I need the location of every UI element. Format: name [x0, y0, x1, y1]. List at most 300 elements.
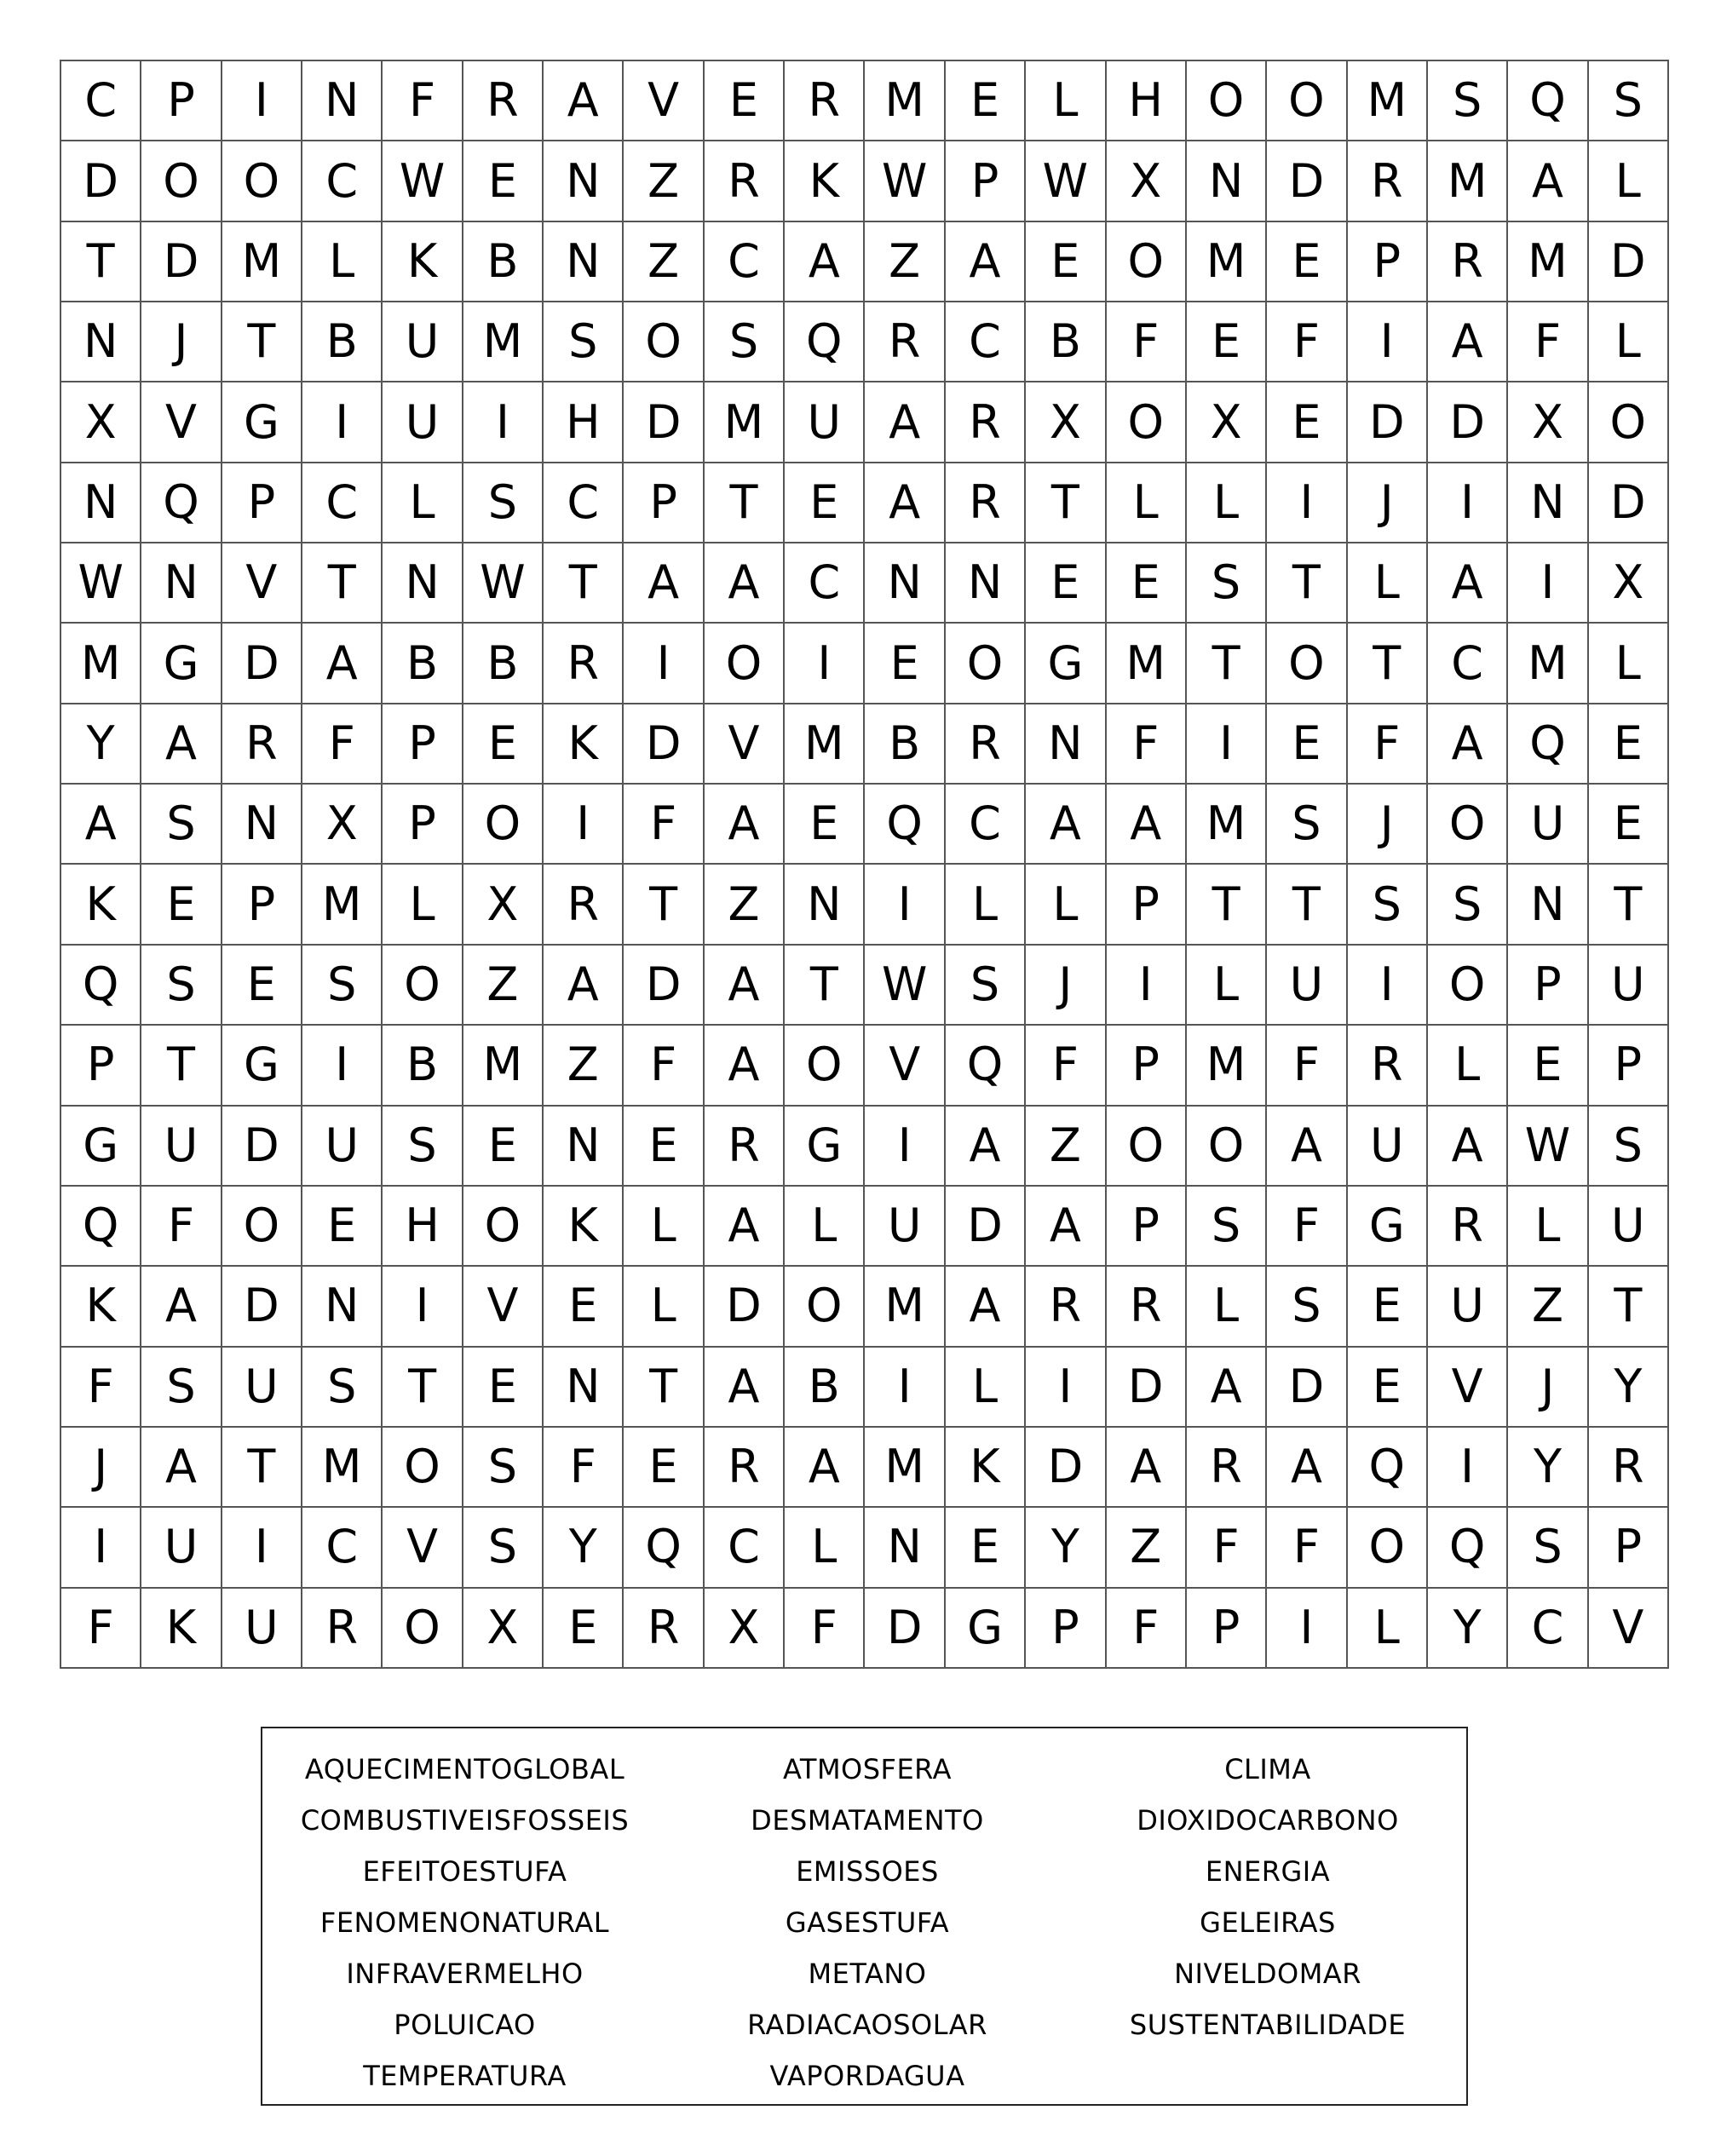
- grid-cell[interactable]: I: [865, 1348, 945, 1428]
- grid-cell[interactable]: C: [1508, 1589, 1588, 1669]
- grid-cell[interactable]: I: [865, 1107, 945, 1187]
- grid-cell[interactable]: A: [544, 61, 624, 141]
- grid-cell[interactable]: G: [1348, 1187, 1428, 1267]
- grid-cell[interactable]: C: [785, 543, 865, 624]
- grid-cell[interactable]: A: [946, 1107, 1026, 1187]
- grid-cell[interactable]: J: [1348, 463, 1428, 543]
- grid-cell[interactable]: N: [1187, 141, 1267, 221]
- grid-cell[interactable]: R: [865, 302, 945, 382]
- grid-cell[interactable]: S: [1267, 1267, 1347, 1347]
- grid-cell[interactable]: O: [705, 624, 785, 704]
- grid-cell[interactable]: Z: [624, 222, 704, 302]
- grid-cell[interactable]: A: [61, 785, 141, 865]
- grid-cell[interactable]: D: [222, 624, 302, 704]
- grid-cell[interactable]: G: [222, 382, 302, 463]
- grid-cell[interactable]: E: [1348, 1348, 1428, 1428]
- grid-cell[interactable]: J: [1508, 1348, 1588, 1428]
- grid-cell[interactable]: A: [141, 1428, 222, 1508]
- grid-cell[interactable]: T: [1348, 624, 1428, 704]
- grid-cell[interactable]: P: [1508, 946, 1588, 1026]
- grid-cell[interactable]: D: [1428, 382, 1508, 463]
- grid-cell[interactable]: O: [383, 1428, 463, 1508]
- grid-cell[interactable]: A: [865, 382, 945, 463]
- grid-cell[interactable]: I: [1428, 1428, 1508, 1508]
- grid-cell[interactable]: R: [624, 1589, 704, 1669]
- grid-cell[interactable]: K: [544, 1187, 624, 1267]
- grid-cell[interactable]: U: [1348, 1107, 1428, 1187]
- grid-cell[interactable]: S: [1508, 1508, 1588, 1588]
- grid-cell[interactable]: P: [222, 865, 302, 945]
- grid-cell[interactable]: A: [705, 543, 785, 624]
- grid-cell[interactable]: N: [1508, 865, 1588, 945]
- grid-cell[interactable]: L: [1589, 141, 1669, 221]
- grid-cell[interactable]: E: [1026, 543, 1106, 624]
- grid-cell[interactable]: C: [946, 785, 1026, 865]
- grid-cell[interactable]: C: [302, 1508, 383, 1588]
- grid-cell[interactable]: Z: [1508, 1267, 1588, 1347]
- grid-cell[interactable]: L: [1107, 463, 1187, 543]
- grid-cell[interactable]: C: [544, 463, 624, 543]
- grid-cell[interactable]: M: [1348, 61, 1428, 141]
- grid-cell[interactable]: A: [1267, 1107, 1347, 1187]
- grid-cell[interactable]: A: [1508, 141, 1588, 221]
- grid-cell[interactable]: N: [946, 543, 1026, 624]
- grid-cell[interactable]: D: [1107, 1348, 1187, 1428]
- grid-cell[interactable]: A: [1187, 1348, 1267, 1428]
- grid-cell[interactable]: A: [865, 463, 945, 543]
- grid-cell[interactable]: D: [141, 222, 222, 302]
- grid-cell[interactable]: Y: [61, 704, 141, 785]
- grid-cell[interactable]: F: [624, 1026, 704, 1106]
- grid-cell[interactable]: U: [222, 1589, 302, 1669]
- grid-cell[interactable]: O: [1187, 1107, 1267, 1187]
- grid-cell[interactable]: A: [1107, 785, 1187, 865]
- grid-cell[interactable]: R: [705, 1107, 785, 1187]
- grid-cell[interactable]: M: [1187, 785, 1267, 865]
- grid-cell[interactable]: E: [1187, 302, 1267, 382]
- grid-cell[interactable]: D: [946, 1187, 1026, 1267]
- grid-cell[interactable]: S: [1267, 785, 1347, 865]
- grid-cell[interactable]: R: [946, 382, 1026, 463]
- grid-cell[interactable]: Y: [1589, 1348, 1669, 1428]
- grid-cell[interactable]: E: [1589, 704, 1669, 785]
- grid-cell[interactable]: A: [141, 704, 222, 785]
- grid-cell[interactable]: A: [1026, 1187, 1106, 1267]
- grid-cell[interactable]: D: [222, 1107, 302, 1187]
- grid-cell[interactable]: L: [946, 1348, 1026, 1428]
- grid-cell[interactable]: U: [1267, 946, 1347, 1026]
- grid-cell[interactable]: W: [865, 946, 945, 1026]
- grid-cell[interactable]: R: [946, 463, 1026, 543]
- grid-cell[interactable]: N: [865, 1508, 945, 1588]
- grid-cell[interactable]: S: [302, 946, 383, 1026]
- grid-cell[interactable]: S: [1428, 61, 1508, 141]
- grid-cell[interactable]: I: [1267, 1589, 1347, 1669]
- grid-cell[interactable]: I: [302, 1026, 383, 1106]
- grid-cell[interactable]: T: [785, 946, 865, 1026]
- grid-cell[interactable]: I: [302, 382, 383, 463]
- grid-cell[interactable]: M: [61, 624, 141, 704]
- grid-cell[interactable]: M: [463, 1026, 544, 1106]
- grid-cell[interactable]: A: [1428, 704, 1508, 785]
- grid-cell[interactable]: S: [463, 463, 544, 543]
- grid-cell[interactable]: J: [1026, 946, 1106, 1026]
- grid-cell[interactable]: I: [383, 1267, 463, 1347]
- grid-cell[interactable]: F: [141, 1187, 222, 1267]
- grid-cell[interactable]: T: [383, 1348, 463, 1428]
- grid-cell[interactable]: W: [1026, 141, 1106, 221]
- grid-cell[interactable]: O: [222, 1187, 302, 1267]
- grid-cell[interactable]: A: [785, 1428, 865, 1508]
- grid-cell[interactable]: D: [1026, 1428, 1106, 1508]
- grid-cell[interactable]: I: [222, 61, 302, 141]
- grid-cell[interactable]: R: [222, 704, 302, 785]
- grid-cell[interactable]: L: [1187, 463, 1267, 543]
- grid-cell[interactable]: G: [1026, 624, 1106, 704]
- grid-cell[interactable]: T: [1187, 865, 1267, 945]
- grid-cell[interactable]: O: [463, 1187, 544, 1267]
- grid-cell[interactable]: I: [785, 624, 865, 704]
- grid-cell[interactable]: B: [865, 704, 945, 785]
- grid-cell[interactable]: F: [1107, 1589, 1187, 1669]
- grid-cell[interactable]: H: [1107, 61, 1187, 141]
- grid-cell[interactable]: S: [141, 946, 222, 1026]
- grid-cell[interactable]: V: [141, 382, 222, 463]
- grid-cell[interactable]: B: [383, 1026, 463, 1106]
- grid-cell[interactable]: N: [222, 785, 302, 865]
- grid-cell[interactable]: R: [1428, 1187, 1508, 1267]
- grid-cell[interactable]: U: [1428, 1267, 1508, 1347]
- grid-cell[interactable]: X: [1107, 141, 1187, 221]
- grid-cell[interactable]: P: [141, 61, 222, 141]
- grid-cell[interactable]: S: [946, 946, 1026, 1026]
- grid-cell[interactable]: U: [865, 1187, 945, 1267]
- grid-cell[interactable]: O: [1107, 222, 1187, 302]
- grid-cell[interactable]: N: [544, 141, 624, 221]
- grid-cell[interactable]: R: [1187, 1428, 1267, 1508]
- grid-cell[interactable]: Q: [865, 785, 945, 865]
- grid-cell[interactable]: F: [61, 1589, 141, 1669]
- grid-cell[interactable]: A: [946, 222, 1026, 302]
- grid-cell[interactable]: N: [302, 1267, 383, 1347]
- grid-cell[interactable]: F: [1348, 704, 1428, 785]
- grid-cell[interactable]: E: [1348, 1267, 1428, 1347]
- grid-cell[interactable]: P: [1107, 865, 1187, 945]
- grid-cell[interactable]: O: [1267, 624, 1347, 704]
- grid-cell[interactable]: T: [141, 1026, 222, 1106]
- grid-cell[interactable]: Y: [1026, 1508, 1106, 1588]
- grid-cell[interactable]: U: [302, 1107, 383, 1187]
- grid-cell[interactable]: T: [222, 302, 302, 382]
- grid-cell[interactable]: F: [383, 61, 463, 141]
- grid-cell[interactable]: Y: [1508, 1428, 1588, 1508]
- grid-cell[interactable]: Q: [946, 1026, 1026, 1106]
- grid-cell[interactable]: A: [705, 946, 785, 1026]
- grid-cell[interactable]: Y: [544, 1508, 624, 1588]
- grid-cell[interactable]: S: [1187, 1187, 1267, 1267]
- grid-cell[interactable]: R: [785, 61, 865, 141]
- grid-cell[interactable]: Q: [141, 463, 222, 543]
- grid-cell[interactable]: M: [865, 61, 945, 141]
- grid-cell[interactable]: M: [1187, 1026, 1267, 1106]
- grid-cell[interactable]: I: [865, 865, 945, 945]
- grid-cell[interactable]: E: [141, 865, 222, 945]
- grid-cell[interactable]: I: [61, 1508, 141, 1588]
- grid-cell[interactable]: F: [1267, 302, 1347, 382]
- grid-cell[interactable]: A: [1107, 1428, 1187, 1508]
- grid-cell[interactable]: L: [1589, 624, 1669, 704]
- grid-cell[interactable]: P: [624, 463, 704, 543]
- grid-cell[interactable]: O: [946, 624, 1026, 704]
- grid-cell[interactable]: I: [1267, 463, 1347, 543]
- grid-cell[interactable]: V: [865, 1026, 945, 1106]
- grid-cell[interactable]: O: [1267, 61, 1347, 141]
- grid-cell[interactable]: L: [302, 222, 383, 302]
- grid-cell[interactable]: D: [1267, 141, 1347, 221]
- grid-cell[interactable]: A: [705, 785, 785, 865]
- grid-cell[interactable]: O: [785, 1267, 865, 1347]
- grid-cell[interactable]: D: [705, 1267, 785, 1347]
- grid-cell[interactable]: Q: [1428, 1508, 1508, 1588]
- grid-cell[interactable]: P: [1589, 1026, 1669, 1106]
- grid-cell[interactable]: M: [463, 302, 544, 382]
- grid-cell[interactable]: Z: [1026, 1107, 1106, 1187]
- grid-cell[interactable]: L: [785, 1187, 865, 1267]
- grid-cell[interactable]: E: [463, 1107, 544, 1187]
- grid-cell[interactable]: M: [865, 1428, 945, 1508]
- grid-cell[interactable]: U: [1589, 946, 1669, 1026]
- grid-cell[interactable]: N: [785, 865, 865, 945]
- grid-cell[interactable]: N: [61, 463, 141, 543]
- grid-cell[interactable]: D: [1348, 382, 1428, 463]
- grid-cell[interactable]: E: [1267, 704, 1347, 785]
- grid-cell[interactable]: Z: [1107, 1508, 1187, 1588]
- grid-cell[interactable]: C: [705, 222, 785, 302]
- grid-cell[interactable]: S: [1187, 543, 1267, 624]
- grid-cell[interactable]: R: [1589, 1428, 1669, 1508]
- grid-cell[interactable]: S: [1348, 865, 1428, 945]
- grid-cell[interactable]: C: [705, 1508, 785, 1588]
- grid-cell[interactable]: L: [1508, 1187, 1588, 1267]
- grid-cell[interactable]: Z: [463, 946, 544, 1026]
- grid-cell[interactable]: P: [383, 704, 463, 785]
- grid-cell[interactable]: B: [1026, 302, 1106, 382]
- grid-cell[interactable]: D: [222, 1267, 302, 1347]
- grid-cell[interactable]: A: [1267, 1428, 1347, 1508]
- grid-cell[interactable]: W: [1508, 1107, 1588, 1187]
- grid-cell[interactable]: P: [383, 785, 463, 865]
- grid-cell[interactable]: U: [141, 1107, 222, 1187]
- grid-cell[interactable]: G: [946, 1589, 1026, 1669]
- grid-cell[interactable]: S: [1589, 1107, 1669, 1187]
- grid-cell[interactable]: R: [1428, 222, 1508, 302]
- grid-cell[interactable]: V: [1428, 1348, 1508, 1428]
- grid-cell[interactable]: R: [1107, 1267, 1187, 1347]
- grid-cell[interactable]: B: [463, 222, 544, 302]
- grid-cell[interactable]: L: [1187, 946, 1267, 1026]
- grid-cell[interactable]: P: [61, 1026, 141, 1106]
- grid-cell[interactable]: I: [1348, 302, 1428, 382]
- grid-cell[interactable]: I: [1107, 946, 1187, 1026]
- grid-cell[interactable]: K: [544, 704, 624, 785]
- grid-cell[interactable]: A: [705, 1187, 785, 1267]
- grid-cell[interactable]: D: [624, 704, 704, 785]
- grid-cell[interactable]: I: [1348, 946, 1428, 1026]
- grid-cell[interactable]: X: [1187, 382, 1267, 463]
- grid-cell[interactable]: E: [222, 946, 302, 1026]
- grid-cell[interactable]: R: [1348, 141, 1428, 221]
- grid-cell[interactable]: L: [624, 1187, 704, 1267]
- grid-cell[interactable]: E: [463, 1348, 544, 1428]
- grid-cell[interactable]: R: [705, 141, 785, 221]
- grid-cell[interactable]: K: [383, 222, 463, 302]
- grid-cell[interactable]: O: [383, 946, 463, 1026]
- grid-cell[interactable]: O: [624, 302, 704, 382]
- grid-cell[interactable]: X: [1026, 382, 1106, 463]
- grid-cell[interactable]: S: [141, 785, 222, 865]
- grid-cell[interactable]: V: [705, 704, 785, 785]
- grid-cell[interactable]: O: [141, 141, 222, 221]
- grid-cell[interactable]: N: [1026, 704, 1106, 785]
- grid-cell[interactable]: E: [1508, 1026, 1588, 1106]
- grid-cell[interactable]: T: [1267, 543, 1347, 624]
- grid-cell[interactable]: I: [1187, 704, 1267, 785]
- grid-cell[interactable]: O: [222, 141, 302, 221]
- grid-cell[interactable]: J: [61, 1428, 141, 1508]
- grid-cell[interactable]: E: [302, 1187, 383, 1267]
- grid-cell[interactable]: F: [1267, 1187, 1347, 1267]
- grid-cell[interactable]: V: [383, 1508, 463, 1588]
- grid-cell[interactable]: J: [141, 302, 222, 382]
- grid-cell[interactable]: Z: [624, 141, 704, 221]
- grid-cell[interactable]: A: [302, 624, 383, 704]
- grid-cell[interactable]: E: [1267, 382, 1347, 463]
- grid-cell[interactable]: L: [1348, 1589, 1428, 1669]
- grid-cell[interactable]: S: [705, 302, 785, 382]
- grid-cell[interactable]: T: [624, 865, 704, 945]
- grid-cell[interactable]: D: [1589, 222, 1669, 302]
- grid-cell[interactable]: E: [1026, 222, 1106, 302]
- grid-cell[interactable]: T: [302, 543, 383, 624]
- grid-cell[interactable]: R: [1348, 1026, 1428, 1106]
- grid-cell[interactable]: L: [624, 1267, 704, 1347]
- grid-cell[interactable]: B: [383, 624, 463, 704]
- grid-cell[interactable]: T: [1267, 865, 1347, 945]
- grid-cell[interactable]: Q: [1508, 704, 1588, 785]
- grid-cell[interactable]: G: [222, 1026, 302, 1106]
- grid-cell[interactable]: L: [1026, 865, 1106, 945]
- grid-cell[interactable]: P: [1348, 222, 1428, 302]
- grid-cell[interactable]: V: [624, 61, 704, 141]
- grid-cell[interactable]: S: [302, 1348, 383, 1428]
- grid-cell[interactable]: W: [463, 543, 544, 624]
- grid-cell[interactable]: H: [544, 382, 624, 463]
- grid-cell[interactable]: U: [1508, 785, 1588, 865]
- grid-cell[interactable]: N: [141, 543, 222, 624]
- grid-cell[interactable]: X: [61, 382, 141, 463]
- grid-cell[interactable]: I: [222, 1508, 302, 1588]
- grid-cell[interactable]: R: [705, 1428, 785, 1508]
- grid-cell[interactable]: P: [1187, 1589, 1267, 1669]
- grid-cell[interactable]: S: [463, 1508, 544, 1588]
- grid-cell[interactable]: K: [785, 141, 865, 221]
- grid-cell[interactable]: N: [383, 543, 463, 624]
- grid-cell[interactable]: O: [1428, 785, 1508, 865]
- grid-cell[interactable]: O: [785, 1026, 865, 1106]
- grid-cell[interactable]: W: [61, 543, 141, 624]
- grid-cell[interactable]: C: [61, 61, 141, 141]
- grid-cell[interactable]: E: [624, 1428, 704, 1508]
- grid-cell[interactable]: I: [1026, 1348, 1106, 1428]
- grid-cell[interactable]: O: [1187, 61, 1267, 141]
- grid-cell[interactable]: S: [1428, 865, 1508, 945]
- grid-cell[interactable]: X: [302, 785, 383, 865]
- grid-cell[interactable]: O: [1107, 1107, 1187, 1187]
- grid-cell[interactable]: P: [222, 463, 302, 543]
- grid-cell[interactable]: T: [1589, 865, 1669, 945]
- grid-cell[interactable]: N: [61, 302, 141, 382]
- grid-cell[interactable]: K: [61, 1267, 141, 1347]
- grid-cell[interactable]: F: [544, 1428, 624, 1508]
- grid-cell[interactable]: C: [946, 302, 1026, 382]
- grid-cell[interactable]: Q: [61, 1187, 141, 1267]
- grid-cell[interactable]: O: [463, 785, 544, 865]
- grid-cell[interactable]: W: [865, 141, 945, 221]
- grid-cell[interactable]: M: [1107, 624, 1187, 704]
- grid-cell[interactable]: X: [705, 1589, 785, 1669]
- grid-cell[interactable]: L: [1026, 61, 1106, 141]
- grid-cell[interactable]: F: [785, 1589, 865, 1669]
- grid-cell[interactable]: X: [1508, 382, 1588, 463]
- grid-cell[interactable]: A: [946, 1267, 1026, 1347]
- grid-cell[interactable]: P: [1589, 1508, 1669, 1588]
- grid-cell[interactable]: Z: [544, 1026, 624, 1106]
- grid-cell[interactable]: F: [624, 785, 704, 865]
- grid-cell[interactable]: D: [61, 141, 141, 221]
- grid-cell[interactable]: O: [1428, 946, 1508, 1026]
- grid-cell[interactable]: E: [463, 141, 544, 221]
- grid-cell[interactable]: E: [946, 1508, 1026, 1588]
- grid-cell[interactable]: L: [383, 865, 463, 945]
- grid-cell[interactable]: T: [61, 222, 141, 302]
- grid-cell[interactable]: E: [544, 1267, 624, 1347]
- grid-cell[interactable]: E: [1589, 785, 1669, 865]
- grid-cell[interactable]: L: [1428, 1026, 1508, 1106]
- grid-cell[interactable]: F: [1107, 302, 1187, 382]
- grid-cell[interactable]: X: [463, 1589, 544, 1669]
- grid-cell[interactable]: U: [1589, 1187, 1669, 1267]
- grid-cell[interactable]: T: [1589, 1267, 1669, 1347]
- grid-cell[interactable]: L: [1348, 543, 1428, 624]
- grid-cell[interactable]: P: [1107, 1026, 1187, 1106]
- grid-cell[interactable]: A: [705, 1348, 785, 1428]
- grid-cell[interactable]: D: [1267, 1348, 1347, 1428]
- grid-cell[interactable]: S: [383, 1107, 463, 1187]
- grid-cell[interactable]: T: [222, 1428, 302, 1508]
- grid-cell[interactable]: K: [946, 1428, 1026, 1508]
- grid-cell[interactable]: C: [1428, 624, 1508, 704]
- grid-cell[interactable]: U: [383, 382, 463, 463]
- grid-cell[interactable]: M: [222, 222, 302, 302]
- grid-cell[interactable]: M: [302, 865, 383, 945]
- grid-cell[interactable]: N: [865, 543, 945, 624]
- grid-cell[interactable]: W: [383, 141, 463, 221]
- grid-cell[interactable]: F: [302, 704, 383, 785]
- grid-cell[interactable]: M: [785, 704, 865, 785]
- grid-cell[interactable]: R: [463, 61, 544, 141]
- grid-cell[interactable]: Y: [1428, 1589, 1508, 1669]
- grid-cell[interactable]: N: [544, 1107, 624, 1187]
